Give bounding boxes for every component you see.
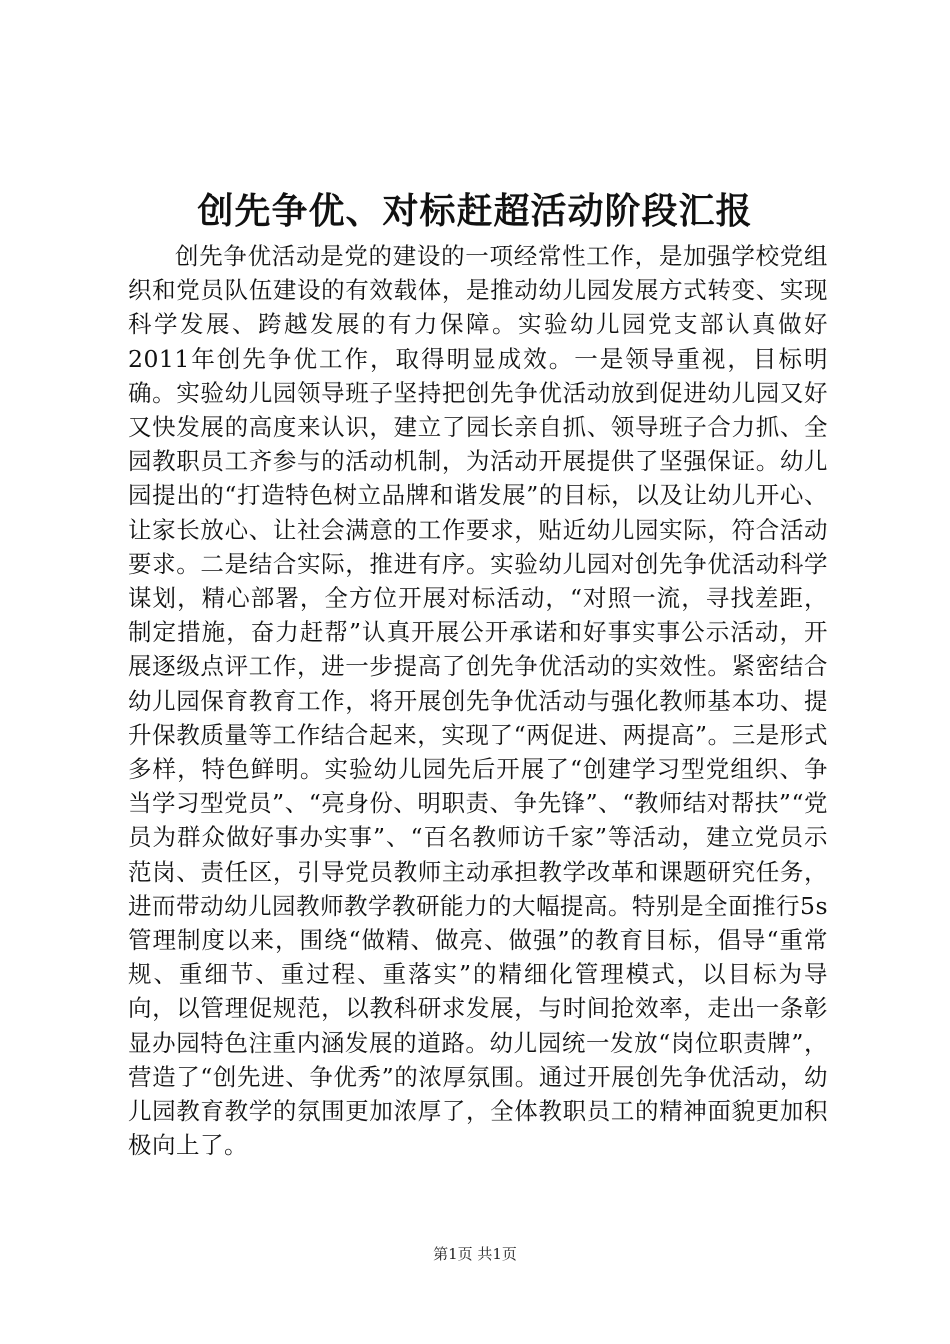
document-body-paragraph: 创先争优活动是党的建设的一项经常性工作，是加强学校党组织和党员队伍建设的有效载体，是推动幼儿园发展方式转变、实现科学发展、跨越发展的有力保障。实验幼儿园党支部认真做好2011年创先争优工作，取得明显成效。一是领导重视，目标明确。实验幼儿园领导班子坚持把创先争优活动放到促进幼儿园又好又快发展的高度来认识，建立了园长亲自抓、领导班子合力抓、全园教职员工齐参与的活动机制，为活动开展提供了坚强保证。幼儿园提出的“打造特色树立品牌和谐发展”的目标，以及让幼儿开心、让家长放心、让社会满意的工作要求，贴近幼儿园实际，符合活动要求。二是结合实际，推进有序。实验幼儿园对创先争优活动科学谋划，精心部署，全方位开展对标活动，“对照一流，寻找差距，制定措施，奋力赶帮”认真开展公开承诺和好事实事公示活动，开展逐级点评工作，进一步提高了创先争优活动的实效性。紧密结合幼儿园保育教育工作，将开展创先争优活动与强化教师基本功、提升保教质量等工作结合起来，实现了“两促进、两提高”。三是形式多样，特色鲜明。实验幼儿园先后开展了“创建学习型党组织、争当学习型党员”、“亮身份、明职责、争先锋”、“教师结对帮扶”“党员为群众做好事办实事”、“百名教师访千家”等活动，建立党员示范岗、责任区，引导党员教师主动承担教学改革和课题研究任务，进而带动幼儿园教师教学教研能力的大幅提高。特别是全面推行5s管理制度以来，围绕“做精、做亮、做强”的教育目标，倡导“重常规、重细节、重过程、重落实”的精细化管理模式，以目标为导向，以管理促规范，以教科研求发展，与时间抢效率，走出一条彰显办园特色注重内涵发展的道路。幼儿园统一发放“岗位职责牌”，营造了“创先进、争优秀”的浓厚氛围。通过开展创先争优活动，幼儿园教育教学的氛围更加浓厚了，全体教职员工的精神面貌更加积极向上了。 [128,242,829,1160]
page-number-footer: 第1页 共1页 [433,1245,517,1263]
document-title: 创先争优、对标赶超活动阶段汇报 [197,190,753,232]
